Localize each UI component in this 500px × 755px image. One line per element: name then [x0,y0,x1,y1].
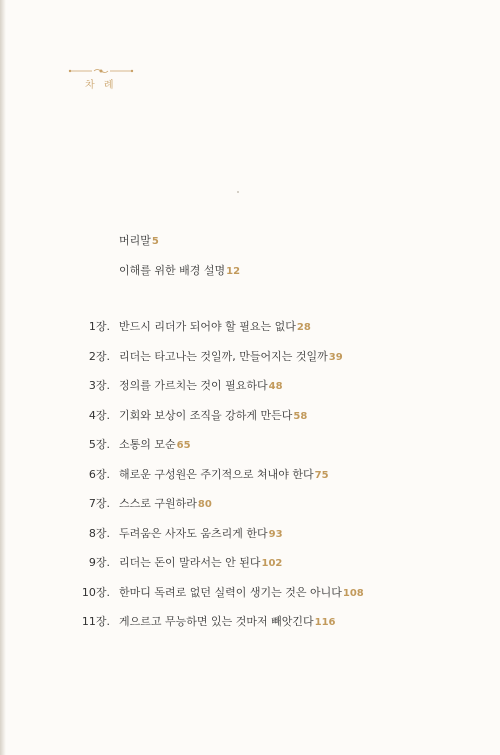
chapter-title: 두려움은 사자도 움츠리게 한다 [119,526,268,540]
page-number: 116 [314,617,336,628]
page-number: 75 [314,469,329,481]
entry-title: 이해를 위한 배경 설명 [119,264,226,277]
chapter-entry[interactable] [80,497,480,527]
front-matter-list [119,234,240,294]
chapter-entry[interactable] [80,350,480,380]
page-number: 102 [261,558,283,569]
chapter-entry[interactable] [80,438,480,468]
chapter-number: 7장. [88,497,110,510]
chapter-entry[interactable] [80,320,480,350]
chapter-number: 11장. [81,615,110,628]
chapter-number: 5장. [88,438,110,451]
chapter-title: 리더는 타고나는 것일까, 만들어지는 것일까 [119,349,328,363]
page-number: 12 [226,266,241,277]
chapter-title: 리더는 돈이 말라서는 안 된다 [119,556,261,569]
chapter-entry[interactable] [80,409,480,439]
entry-title: 머리말 [119,234,151,247]
page-number: 5 [151,236,159,247]
chapter-number: 2장. [88,349,110,363]
page-binding-shadow [0,0,6,755]
chapter-entry[interactable] [80,556,480,586]
chapter-number: 1장. [88,320,110,333]
chapter-entry[interactable] [80,468,480,498]
toc-entry[interactable] [119,264,240,294]
page-number: 80 [197,499,212,510]
chapter-list [80,320,480,645]
page-number: 39 [328,351,343,363]
decorative-dot [237,191,239,193]
page-number: 108 [342,587,364,599]
decorative-ornament-icon [68,67,134,75]
chapter-title: 해로운 구성원은 주기적으로 쳐내야 한다 [119,467,314,481]
chapter-number: 8장. [88,526,110,540]
chapter-entry[interactable] [80,527,480,557]
toc-heading: 차 례 [85,80,117,91]
chapter-entry[interactable] [80,586,480,616]
toc-entry[interactable] [119,234,240,264]
chapter-entry[interactable] [80,379,480,409]
chapter-title: 스스로 구원하라 [119,497,197,510]
chapter-entry[interactable] [80,615,480,645]
chapter-title: 한마디 독려로 없던 실력이 생기는 것은 아니다 [119,585,342,599]
chapter-title: 게으르고 무능하면 있는 것마저 빼앗긴다 [119,615,314,628]
chapter-title: 기회와 보상이 조직을 강하게 만든다 [119,408,293,422]
chapter-title: 반드시 리더가 되어야 할 필요는 없다 [119,320,296,333]
page-number: 65 [176,440,191,451]
page-number: 93 [268,528,283,540]
chapter-number: 10장. [81,585,110,599]
chapter-number: 4장. [88,408,110,422]
chapter-number: 6장. [88,467,110,481]
page-number: 48 [268,381,283,392]
chapter-number: 3장. [88,379,110,392]
page-number: 28 [296,322,311,333]
page-number: 58 [293,410,308,422]
chapter-title: 소통의 모순 [119,438,176,451]
chapter-title: 정의를 가르치는 것이 필요하다 [119,379,268,392]
chapter-number: 9장. [88,556,110,569]
